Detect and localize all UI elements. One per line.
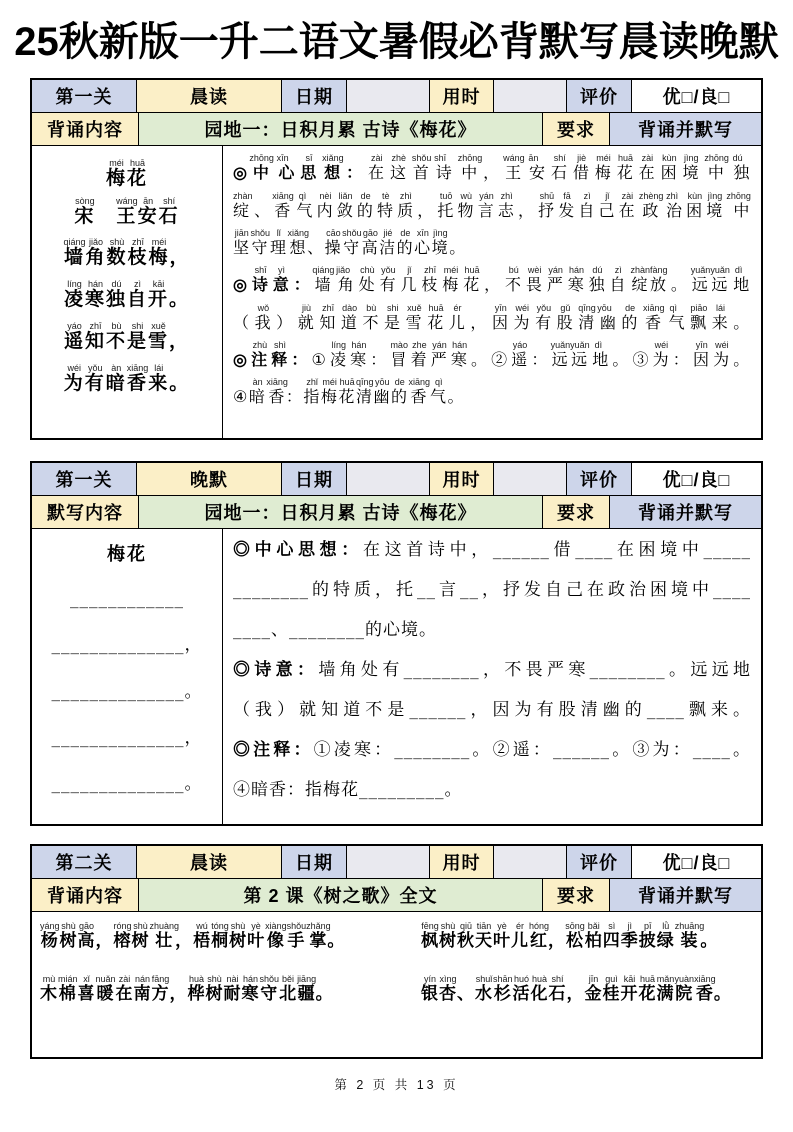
central-idea-blank-line: ________的特质，托__言__，抒发自己在政治困境中____ bbox=[233, 579, 751, 600]
analysis-panel bbox=[223, 146, 761, 438]
header-row-2 bbox=[32, 496, 761, 529]
header-row-1 bbox=[32, 463, 761, 496]
annotation-line: ④暗àn香xiāng：指zhǐ梅méi花huā清qīng幽yōu的de香xiāng气qì。 bbox=[233, 377, 466, 407]
blank-verse-line: ______________， bbox=[51, 727, 203, 748]
poem-verse-line: 墙qiáng角jiǎo数shù枝zhī梅méi， bbox=[63, 236, 191, 268]
card-body bbox=[32, 529, 761, 824]
annotation-line: ◎注zhù释shì：①凌líng寒hán：冒mào着zhe严yán寒hán。②遥yáo：远yuǎn远yuǎn地dì。③为wéi：因yīn为wéi。 bbox=[233, 339, 751, 369]
eval-label-cell: 评价 bbox=[567, 846, 632, 878]
song-line: 木mù棉mián喜xǐ暖nuǎn在zài南nán方fāng，桦huà树shù耐nài寒hán守shǒu北běi疆jiāng。 bbox=[40, 974, 334, 1004]
requirement-value-cell: 背诵并默写 bbox=[610, 496, 761, 528]
header-row-1 bbox=[32, 846, 761, 879]
poem-author-line: 宋sòng 王wáng安ān石shí bbox=[74, 196, 180, 228]
date-label-cell: 日期 bbox=[282, 463, 347, 495]
annotation-blank-line: ◎注释：①凌寒：________。②遥：______。③为：____。 bbox=[233, 739, 752, 760]
poem-meaning-line: （我wǒ）就jiù知zhī道dào不bù是shi雪xuě花huā儿ér，因yīn为wéi有yǒu股gǔ清qīng幽yōu的de香xiāng气qì飘piāo来lái。 bbox=[233, 302, 751, 332]
content-label-cell: 背诵内容 bbox=[32, 113, 139, 145]
content-label-cell: 背诵内容 bbox=[32, 879, 139, 911]
time-label-cell: 用时 bbox=[430, 80, 494, 112]
time-value-cell bbox=[494, 463, 567, 495]
central-idea-line: 坚jiān守shǒu理lǐ想xiǎng、操cāo守shǒu高gāo洁jié的de心xīn境jìng。 bbox=[233, 227, 467, 257]
header-row-2 bbox=[32, 113, 761, 146]
grade-options-cell: 优□/良□ bbox=[632, 846, 761, 878]
dictation-analysis-panel bbox=[223, 529, 761, 824]
level-cell: 第二关 bbox=[32, 846, 137, 878]
blank-verse-line: ______________。 bbox=[51, 681, 203, 702]
blank-verse-line: ______________。 bbox=[51, 773, 203, 794]
level-cell: 第一关 bbox=[32, 80, 137, 112]
requirement-label-cell: 要求 bbox=[543, 496, 610, 528]
session-cell: 晨读 bbox=[137, 80, 282, 112]
song-column-left bbox=[38, 922, 413, 1028]
grade-options-cell: 优□/良□ bbox=[632, 463, 761, 495]
central-idea-blank-line: ____、________的心境。 bbox=[233, 619, 437, 640]
song-line: 枫fēng树shù秋qiū天tiān叶yè儿ér红hóng，松sōng柏bǎi四sì季jì披pī绿lǜ装zhuāng。 bbox=[421, 921, 719, 950]
poem-meaning-blank-line: ◎诗意：墙角处有________，不畏严寒________。远远地 bbox=[233, 659, 752, 680]
date-value-cell bbox=[347, 463, 430, 495]
date-value-cell bbox=[347, 80, 430, 112]
annotation-blank-line: ④暗香：指梅花_________。 bbox=[233, 779, 463, 800]
song-column-right bbox=[413, 922, 757, 1028]
time-label-cell: 用时 bbox=[430, 846, 494, 878]
poem-title-line: 梅méi花huā bbox=[105, 158, 149, 189]
poem-verse-line: 凌líng寒hán独dú自zì开kāi。 bbox=[63, 278, 191, 310]
content-title-cell: 园地一：日积月累 古诗《梅花》 bbox=[139, 113, 543, 145]
content-title-cell: 第 2 课《树之歌》全文 bbox=[139, 879, 543, 911]
song-line: 银yín杏xìng、水shuǐ杉shān活huó化huà石shí，金jīn桂guì开kāi花huā满mǎn院yuàn香xiāng。 bbox=[421, 974, 732, 1004]
dictation-poem-panel bbox=[32, 529, 223, 824]
header-row-1 bbox=[32, 80, 761, 113]
central-idea-line: 绽zhàn、香xiāng气qì内nèi敛liǎn的de特tè质zhì，托tuō物wù言yán志zhì，抒shū发fā自zì己jǐ在zài政zhèng治zhì困kùn境jìng中zhōng bbox=[233, 190, 751, 220]
eval-label-cell: 评价 bbox=[567, 80, 632, 112]
session-cell: 晨读 bbox=[137, 846, 282, 878]
card-body bbox=[32, 912, 761, 1057]
central-idea-blank-line: ◎中心思想：在这首诗中，______借____在困境中_____ bbox=[233, 540, 752, 560]
blank-verse-line: ______________， bbox=[51, 635, 203, 656]
requirement-label-cell: 要求 bbox=[543, 879, 610, 911]
content-title-cell: 园地一：日积月累 古诗《梅花》 bbox=[139, 496, 543, 528]
poem-meaning-line: ◎诗shī意yì：墙qiáng角jiǎo处chù有yǒu几jǐ枝zhī梅méi花huā，不bú畏wèi严yán寒hán独dú自zì绽zhàn放fàng。远yuǎn远yuǎn地dì bbox=[233, 264, 751, 294]
poem-verse-line: 为wéi有yǒu暗àn香xiāng来lái。 bbox=[63, 363, 191, 395]
date-label-cell: 日期 bbox=[282, 80, 347, 112]
time-label-cell: 用时 bbox=[430, 463, 494, 495]
poem-meaning-blank-line: （我）就知道不是______，因为有股清幽的____飘来。 bbox=[233, 699, 751, 720]
page-title: 25秋新版一升二语文暑假必背默写晨读晚默 bbox=[14, 20, 779, 64]
content-label-cell: 默写内容 bbox=[32, 496, 139, 528]
tree-song-panel bbox=[32, 912, 761, 1028]
poem-verse-line: 遥yáo知zhī不bù是shi雪xuě， bbox=[63, 321, 191, 353]
card-level1-morning bbox=[30, 78, 763, 440]
time-value-cell bbox=[494, 80, 567, 112]
poem-title-line: 梅花 bbox=[107, 544, 147, 564]
requirement-label-cell: 要求 bbox=[543, 113, 610, 145]
date-label-cell: 日期 bbox=[282, 846, 347, 878]
header-row-2 bbox=[32, 879, 761, 912]
level-cell: 第一关 bbox=[32, 463, 137, 495]
blank-author-line: ____________ bbox=[70, 589, 184, 610]
page-number: 第 2 页 共 13 页 bbox=[334, 1078, 459, 1092]
card-level2-morning bbox=[30, 844, 763, 1059]
song-line: 杨yáng树shù高gāo，榕róng树shù壮zhuàng，梧wú桐tóng树shù叶yè像xiàng手shǒu掌zhǎng。 bbox=[40, 921, 346, 950]
time-value-cell bbox=[494, 846, 567, 878]
central-idea-line: ◎中zhōng心xīn思sī想xiǎng：在zài这zhè首shǒu诗shī中zhōng，王wáng安ān石shí借jiè梅méi花huā在zài困kùn境jìng中zhōng独dú bbox=[233, 153, 751, 182]
eval-label-cell: 评价 bbox=[567, 463, 632, 495]
requirement-value-cell: 背诵并默写 bbox=[610, 879, 761, 911]
card-level1-evening bbox=[30, 461, 763, 826]
session-cell: 晚默 bbox=[137, 463, 282, 495]
card-body bbox=[32, 146, 761, 438]
grade-options-cell: 优□/良□ bbox=[632, 80, 761, 112]
requirement-value-cell: 背诵并默写 bbox=[610, 113, 761, 145]
date-value-cell bbox=[347, 846, 430, 878]
poem-panel bbox=[32, 146, 223, 438]
